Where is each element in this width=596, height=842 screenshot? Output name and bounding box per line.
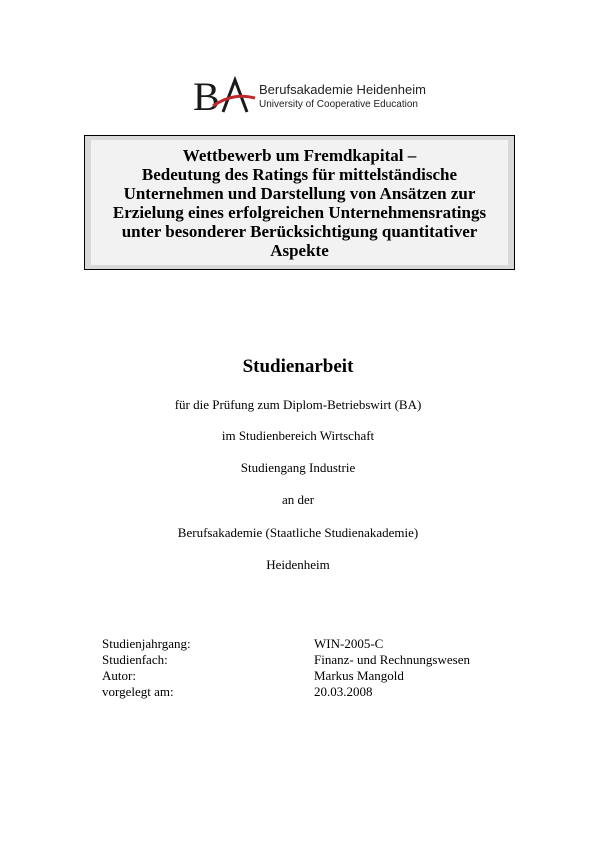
info-label: Studienjahrgang: — [102, 636, 191, 651]
thesis-title-line: unter besonderer Berücksichtigung quantitativer — [121, 221, 478, 241]
info-row-date — [102, 684, 470, 700]
institution-name: Berufsakademie Heidenheim — [259, 82, 426, 97]
info-value: Finanz- und Rechnungswesen — [314, 652, 470, 667]
document-type: Studienarbeit — [242, 356, 354, 377]
info-label: Autor: — [102, 668, 136, 683]
info-value: Markus Mangold — [314, 668, 404, 683]
info-label: vorgelegt am: — [102, 684, 174, 699]
study-area-line: im Studienbereich Wirtschaft — [221, 428, 375, 443]
info-row-year — [102, 636, 470, 652]
info-label: Studienfach: — [102, 652, 168, 667]
svg-text:B: B — [193, 76, 216, 116]
thesis-title-line: Aspekte — [270, 240, 329, 260]
info-row-subject — [102, 652, 470, 668]
thesis-title-line: Wettbewerb um Fremdkapital – — [182, 145, 417, 165]
institution-line: Berufsakademie (Staatliche Studienakademie) — [177, 525, 419, 540]
institution-subtitle: University of Cooperative Education — [259, 99, 418, 110]
thesis-title-box — [84, 135, 515, 270]
info-value: WIN-2005-C — [314, 636, 384, 651]
thesis-title-line: Unternehmen und Darstellung von Ansätzen zur — [123, 183, 476, 203]
thesis-title-panel — [91, 140, 508, 265]
thesis-title-line: Bedeutung des Ratings für mittelständische — [141, 164, 458, 184]
city-line: Heidenheim — [266, 557, 330, 572]
ba-logo-mark-icon — [193, 76, 257, 116]
exam-line: für die Prüfung zum Diplom-Betriebswirt (BA) — [174, 397, 422, 412]
thesis-title-line: Erzielung eines erfolgreichen Unternehmensratings — [112, 202, 487, 222]
author-info-block — [102, 636, 470, 700]
study-program-line: Studiengang Industrie — [240, 460, 356, 475]
preposition-line: an der — [281, 492, 315, 507]
info-row-author — [102, 668, 470, 684]
info-value: 20.03.2008 — [314, 684, 373, 699]
institution-logo — [193, 76, 426, 116]
thesis-title — [113, 146, 486, 260]
